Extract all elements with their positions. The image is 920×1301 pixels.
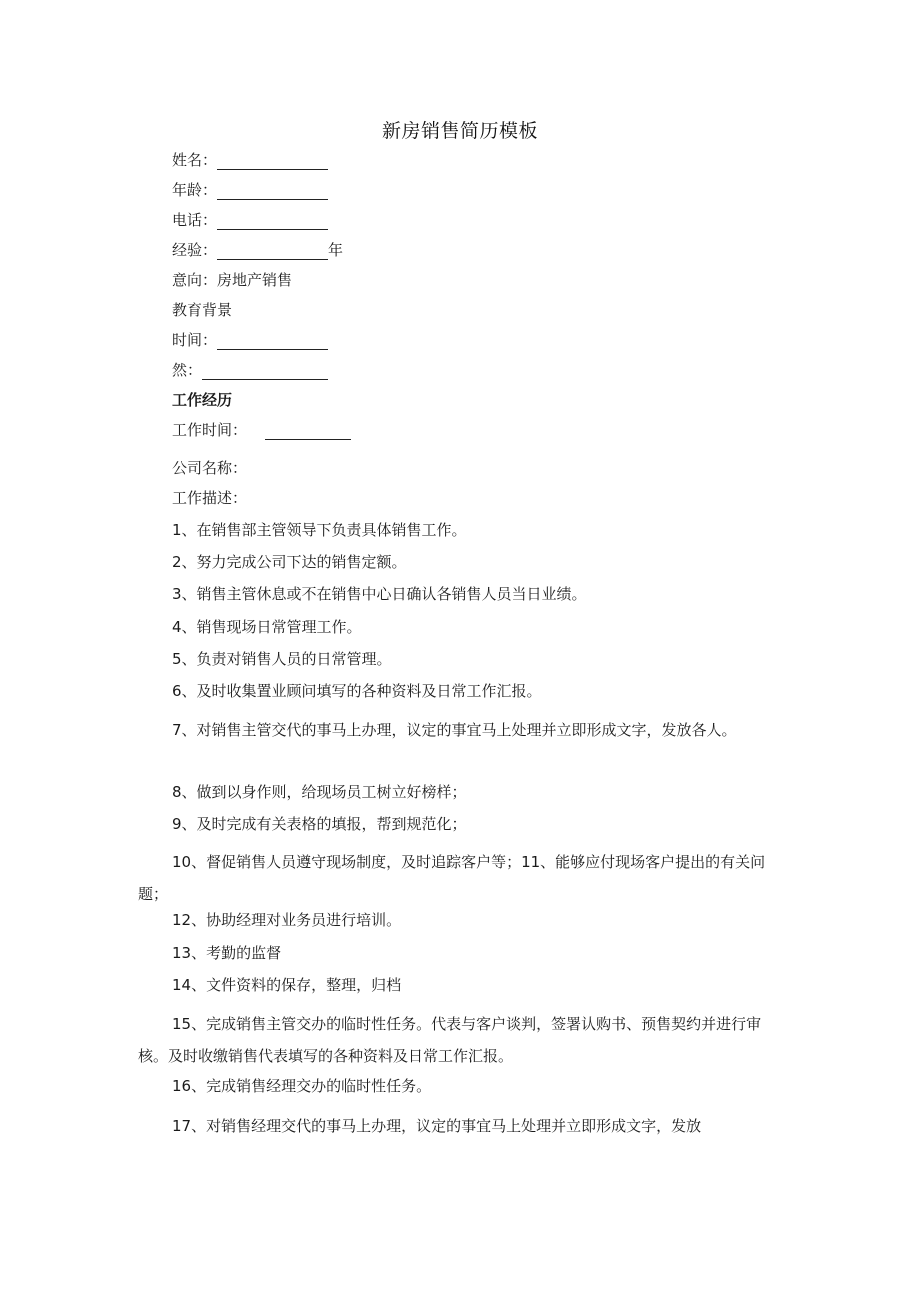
time-blank — [217, 333, 328, 350]
company-label: 公司名称： — [172, 459, 248, 477]
work-heading: 工作经历 — [172, 391, 233, 409]
age-label: 年龄： — [172, 181, 218, 199]
phone-blank — [217, 213, 328, 230]
age-blank — [217, 183, 328, 200]
ran-blank — [202, 363, 328, 380]
list-item: 8、做到以身作则，给现场员工树立好榜样； — [172, 783, 467, 801]
list-item: 17、对销售经理交代的事马上办理，议定的事宜马上处理并立即形成文字，发放 — [172, 1117, 702, 1135]
page-title: 新房销售简历模板 — [381, 120, 538, 142]
ran-label: 然： — [172, 361, 203, 379]
list-item: 5、负责对销售人员的日常管理。 — [172, 650, 392, 668]
list-item: 15、完成销售主管交办的临时性任务。代表与客户谈判，签署认购书、预售契约并进行审核。及时收缴销售代表填写的各种资料及日常工作汇报。 — [138, 1015, 762, 1065]
intent-value: 房地产销售 — [217, 271, 293, 289]
work-time-label: 工作时间： — [172, 421, 248, 439]
list-item: 16、完成销售经理交办的临时性任务。 — [172, 1077, 432, 1095]
age-field — [172, 180, 328, 200]
list-item: 2、努力完成公司下达的销售定额。 — [172, 553, 407, 571]
list-item: 13、考勤的监督 — [172, 944, 282, 962]
time-field — [172, 330, 328, 350]
experience-suffix: 年 — [328, 241, 344, 259]
list-item: 14、文件资料的保存，整理，归档 — [172, 976, 402, 994]
list-item: 3、销售主管休息或不在销售中心日确认各销售人员当日业绩。 — [172, 585, 587, 603]
work-time-field — [172, 420, 351, 440]
education-heading: 教育背景 — [172, 301, 233, 319]
experience-blank — [217, 243, 328, 260]
time-label: 时间： — [172, 331, 218, 349]
phone-field — [172, 210, 328, 230]
desc-label: 工作描述： — [172, 489, 248, 507]
intent-label: 意向： — [172, 271, 218, 289]
list-item: 1、在销售部主管领导下负责具体销售工作。 — [172, 521, 467, 539]
name-label: 姓名： — [172, 151, 218, 169]
list-item: 4、销售现场日常管理工作。 — [172, 618, 362, 636]
work-time-blank — [265, 423, 351, 440]
experience-label: 经验： — [172, 241, 218, 259]
experience-field — [172, 240, 343, 260]
name-field — [172, 150, 328, 170]
list-item: 9、及时完成有关表格的填报，帮到规范化； — [172, 815, 467, 833]
list-item: 10、督促销售人员遵守现场制度，及时追踪客户等；11、能够应付现场客户提出的有关问题； — [138, 853, 766, 903]
phone-label: 电话： — [172, 211, 218, 229]
ran-field — [172, 360, 328, 380]
name-blank — [217, 153, 328, 170]
list-item: 7、对销售主管交代的事马上办理，议定的事宜马上处理并立即形成文字，发放各人。 — [172, 721, 737, 739]
list-item: 6、及时收集置业顾问填写的各种资料及日常工作汇报。 — [172, 682, 542, 700]
list-item: 12、协助经理对业务员进行培训。 — [172, 911, 402, 929]
intent-field — [172, 270, 292, 290]
